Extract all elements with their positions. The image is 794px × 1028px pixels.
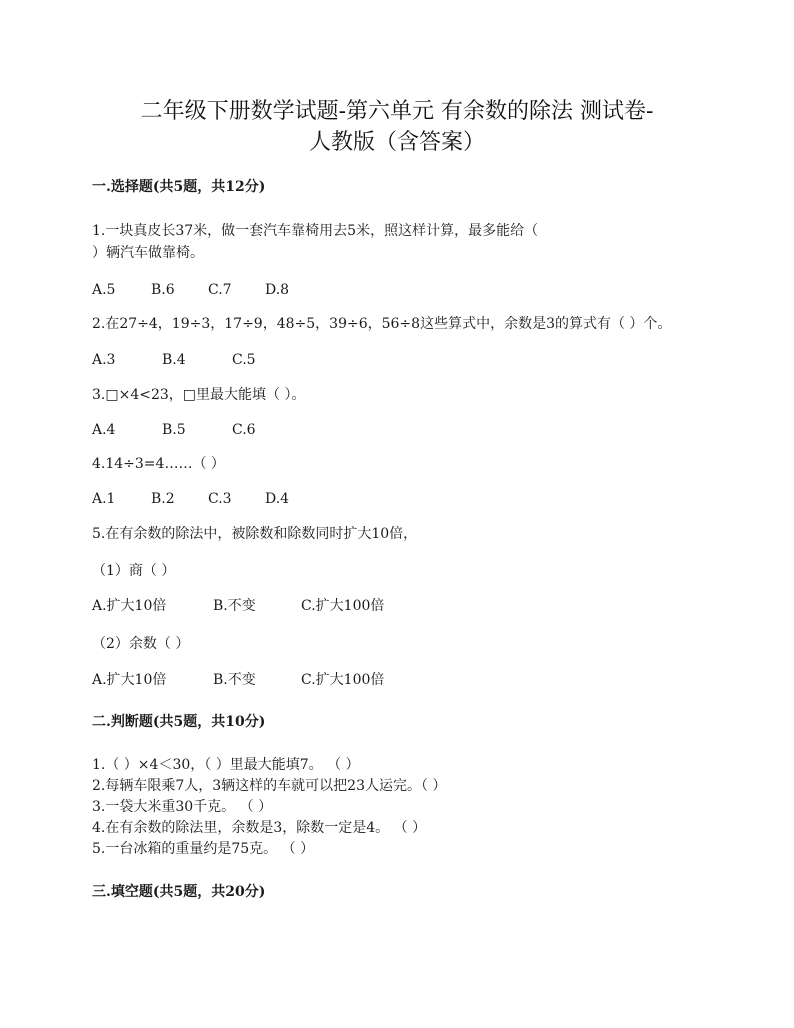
q3-option-c: C.6 <box>232 422 256 438</box>
q2-option-c: C.5 <box>232 352 256 368</box>
q5-sub2-option-a: A.扩大10倍 <box>92 672 167 688</box>
q5-sub1-option-a: A.扩大10倍 <box>92 598 167 614</box>
q5-sub1-option-b: B.不变 <box>213 598 256 614</box>
q4-option-b: B.2 <box>151 491 175 507</box>
judge-item-4: 4.在有余数的除法里，余数是3，除数一定是4。 （ ） <box>92 820 427 836</box>
q2-text: 2.在27÷4，19÷3，17÷9，48÷5，39÷6，56÷8这些算式中，余数是3的算式有（ ）个。 <box>92 316 672 332</box>
page-title-line2: 人教版（含答案） <box>308 130 485 155</box>
q1-option-a: A.5 <box>92 282 116 298</box>
judge-item-1: 1.（ ）×4＜30，（ ）里最大能填7。 （ ） <box>92 757 360 773</box>
q4-text: 4.14÷3=4……（ ） <box>92 456 225 472</box>
q2-option-b: B.4 <box>162 352 186 368</box>
q1-text-line1: 1.一块真皮长37米，做一套汽车靠椅用去5米，照这样计算，最多能给（ <box>92 223 539 239</box>
q5-sub1-option-c: C.扩大100倍 <box>301 598 385 614</box>
q4-option-c: C.3 <box>208 491 232 507</box>
judge-item-5: 5.一台冰箱的重量约是75克。 （ ） <box>92 841 315 857</box>
judge-item-2: 2.每辆车限乘7人，3辆这样的车就可以把23人运完。（ ） <box>92 778 447 794</box>
page-title-line1: 二年级下册数学试题-第六单元 有余数的除法 测试卷- <box>140 99 654 124</box>
q4-option-a: A.1 <box>92 491 116 507</box>
q5-sub2: （2）余数（ ） <box>92 636 190 652</box>
q5-text: 5.在有余数的除法中，被除数和除数同时扩大10倍， <box>92 526 418 542</box>
q3-option-b: B.5 <box>162 422 186 438</box>
q1-text-line2: ）辆汽车做靠椅。 <box>92 245 204 261</box>
section2-heading: 二.判断题(共5题，共10分) <box>92 714 266 730</box>
q5-sub2-option-c: C.扩大100倍 <box>301 672 385 688</box>
q1-option-b: B.6 <box>151 282 175 298</box>
q4-option-d: D.4 <box>265 491 290 507</box>
q3-text: 3.□×4<23，□里最大能填（ ）。 <box>92 387 306 403</box>
section3-heading: 三.填空题(共5题，共20分) <box>92 884 266 900</box>
q5-sub1: （1）商（ ） <box>92 563 176 579</box>
q1-option-d: D.8 <box>265 282 290 298</box>
q1-option-c: C.7 <box>208 282 232 298</box>
q3-option-a: A.4 <box>92 422 116 438</box>
judge-item-3: 3.一袋大米重30千克。 （ ） <box>92 799 273 815</box>
q5-sub2-option-b: B.不变 <box>213 672 256 688</box>
q2-option-a: A.3 <box>92 352 116 368</box>
section1-heading: 一.选择题(共5题，共12分) <box>92 179 266 195</box>
